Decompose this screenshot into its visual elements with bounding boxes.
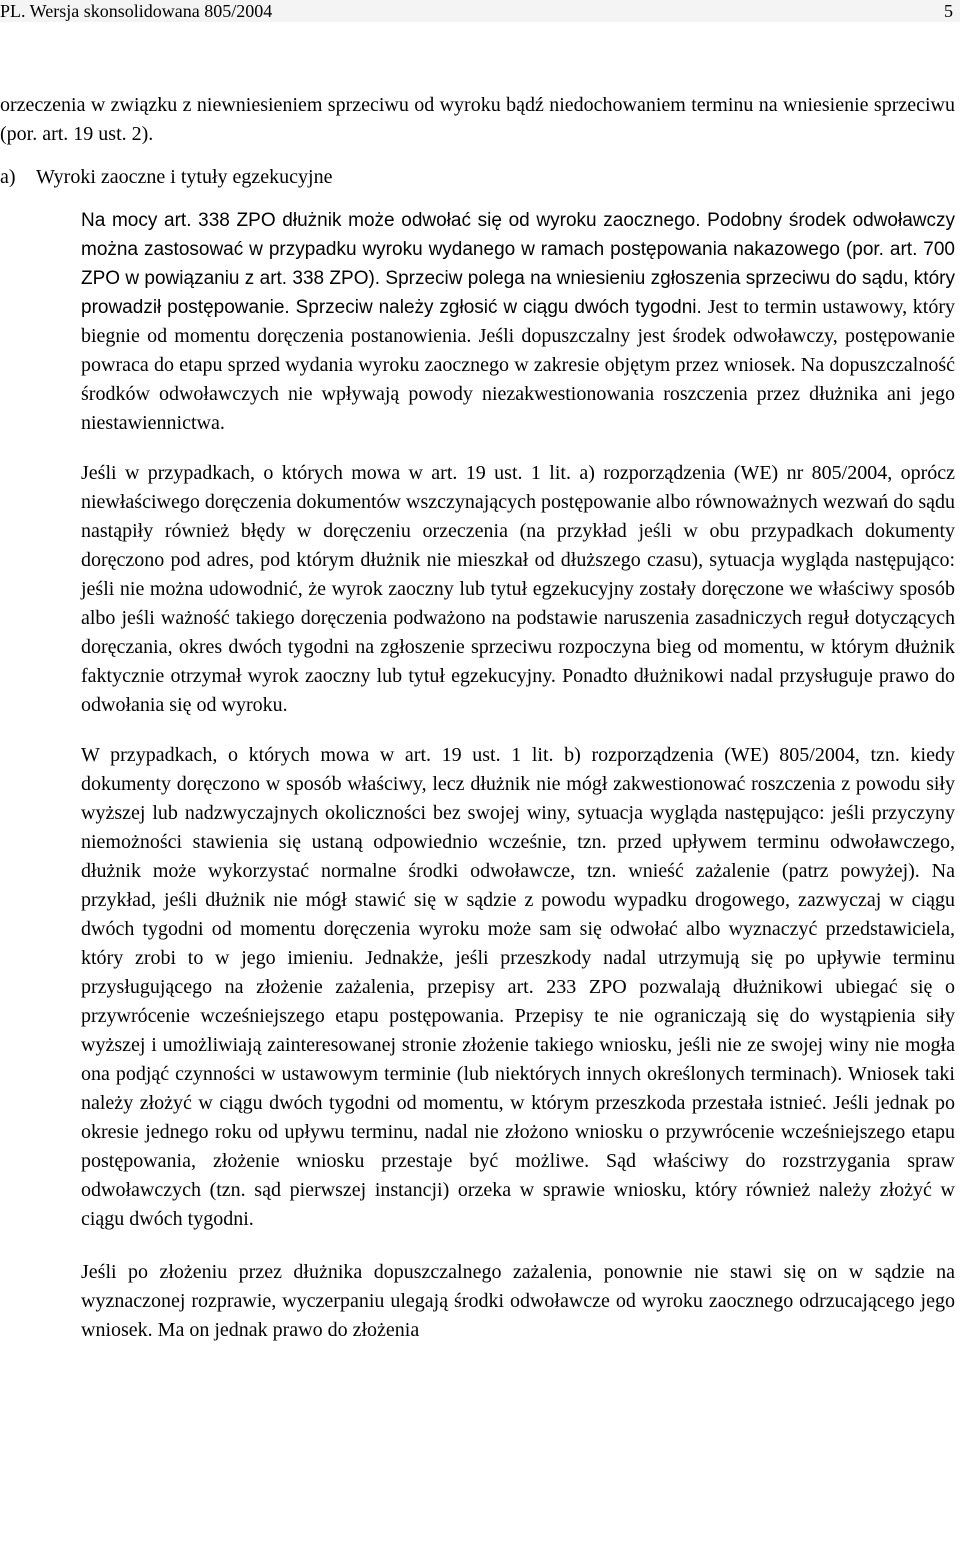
- page-number: 5: [944, 1, 953, 21]
- paragraph-3: W przypadkach, o których mowa w art. 19 ust. 1 lit. b) rozporządzenia (WE) 805/2004, tzn. kiedy dokumenty doręczono w sposób właściwy, lecz dłużnik nie mógł zakwestionować roszczenia z powodu siły wyższej lub nadzwyczajnych okoliczności bez swojej winy, sytuacja wygląda następująco: jeśli przyczyny niemożności stawienia się ustaną odpowiednio wcześnie, tzn. przed upływem terminu odwoławczego, dłużnik może wykorzystać normalne środki odwoławcze, tzn. wnieść zażalenie (patrz powyżej). Na przykład, jeśli dłużnik nie mógł stawić się w sądzie z powodu wypadku drogowego, zazwyczaj w ciągu dwóch tygodni od momentu doręczenia wyroku może sam się odwołać albo wyznaczyć przedstawiciela, który zrobi to w jego imieniu. Jednakże, jeśli przeszkody nadal utrzymują się po upływie terminu przysługującego na złożenie zażalenia, przepisy art. 233 ZPO pozwalają dłużnikowi ubiegać się o przywrócenie wcześniejszego etapu postępowania. Przepisy te nie ograniczają się do wystąpienia siły wyższej i umożliwiają zainteresowanej stronie złożenie takiego wniosku, jeśli nie ze swojej winy nie mogła ona podjąć czynności w ustawowym terminie (lub niektórych innych określonych terminach). Wniosek taki należy złożyć w ciągu dwóch tygodni od momentu, w którym przeszkoda przestała istnieć. Jeśli jednak po okresie jednego roku od upływu terminu, nadal nie złożono wniosku o przywrócenie wcześniejszego etapu postępowania, złożenie wniosku przestaje być możliwe. Sąd właściwy do rozstrzygania spraw odwoławczych (tzn. sąd pierwszej instancji) orzeka w sprawie wniosku, który również należy złożyć w ciągu dwóch tygodni.: [81, 744, 955, 1230]
- paragraph-lead-sentence: Na mocy art. 338 ZPO dłużnik może odwołać się od wyroku zaocznego.: [81, 210, 701, 231]
- paragraph-2: Jeśli w przypadkach, o których mowa w art. 19 ust. 1 lit. a) rozporządzenia (WE) nr 805/2004, oprócz niewłaściwego doręczenia dokumentów wszczynających postępowanie albo równoważnych wezwań do sądu nastąpiły również błędy w doręczeniu orzeczenia (na przykład jeśli w obu przypadkach dokumenty doręczono pod adres, pod którym dłużnik nie mieszkał od dłuższego czasu), sytuacja wygląda następująco: jeśli nie można udowodnić, że wyrok zaoczny lub tytuł egzekucyjny zostały doręczone we właściwy sposób albo jeśli ważność takiego doręczenia podważono na podstawie naruszenia zasadniczych reguł dotyczących doręczania, okres dwóch tygodni na zgłoszenie sprzeciwu rozpoczyna bieg od momentu, w którym dłużnik faktycznie otrzymał wyrok zaoczny lub tytuł egzekucyjny. Ponadto dłużnikowi nadal przysługuje prawo do odwołania się od wyroku.: [81, 462, 955, 716]
- section-title: Wyroki zaoczne i tytuły egzekucyjne: [36, 166, 333, 188]
- intro-paragraph: orzeczenia w związku z niewniesieniem sprzeciwu od wyroku bądź niedochowaniem terminu na wniesienie sprzeciwu (por. art. 19 ust. 2).: [0, 94, 955, 145]
- section-a-body: [0, 206, 955, 438]
- document-body: [0, 91, 955, 1345]
- document-title: PL. Wersja skonsolidowana 805/2004: [0, 1, 273, 21]
- paragraph-lead-rest-b: Jest to termin ustawowy, który biegnie od momentu doręczenia postanowienia. Jeśli dopuszczalny jest środek odwoławczy, postępowanie powraca do etapu sprzed wydania wyroku zaocznego w zakresie objętym przez wniosek. Na dopuszczalność środków odwoławczych nie wpływają powody niezakwestionowania roszczenia przez dłużnika ani jego niestawiennictwa.: [81, 296, 955, 434]
- section-a-continued: [0, 459, 955, 1345]
- paragraph-lead-rest-a: Podobny środek odwoławczy można zastosować w przypadku wyroku wydanego w ramach postępowania nakazowego (por. art. 700 ZPO w powiązaniu z art. 338 ZPO). Sprzeciw polega na wniesieniu zgłoszenia sprzeciwu do sądu, który prowadził postępowanie. Sprzeciw należy zgłosić w ciągu dwóch tygodni.: [81, 210, 955, 318]
- paragraph-4: Jeśli po złożeniu przez dłużnika dopuszczalnego zażalenia, ponownie nie stawi się on w sądzie na wyznaczonej rozprawie, wyczerpaniu ulegają środki odwoławcze od wyroku zaocznego odrzucającego jego wniosek. Ma on jednak prawo do złożenia: [81, 1261, 955, 1341]
- paragraph-lead: [81, 206, 955, 438]
- section-marker: a): [0, 166, 16, 188]
- page-header: [0, 0, 960, 22]
- section-heading-a: [0, 163, 955, 192]
